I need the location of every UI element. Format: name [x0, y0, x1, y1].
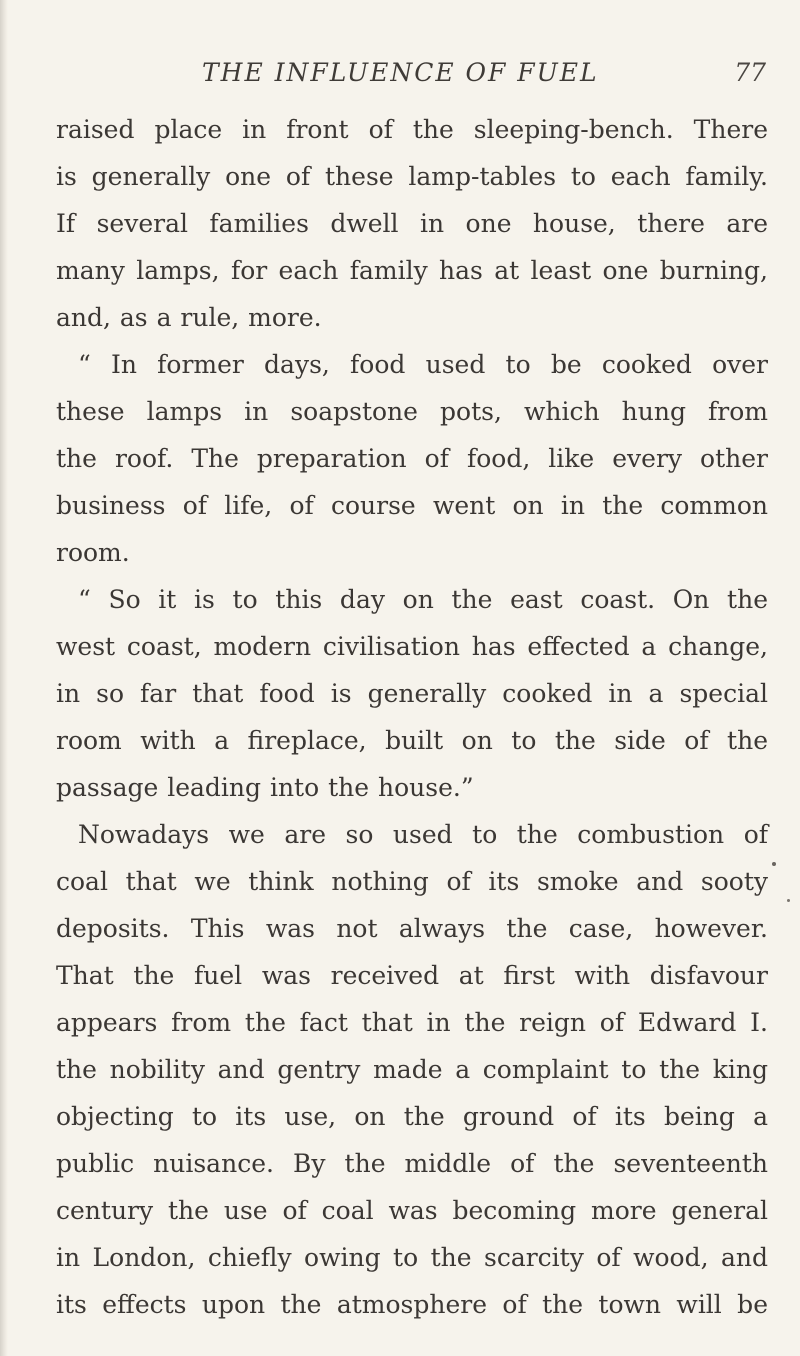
page-number: 77 [734, 58, 766, 87]
text-line: Nowadays we are so used to the combustion of [78, 820, 768, 849]
running-head [56, 58, 768, 98]
text-line: coal that we think nothing of its smoke and sooty [56, 867, 768, 896]
text-line: these lamps in soapstone pots, which hung from [56, 397, 768, 426]
text-line: room. [56, 538, 130, 567]
ink-speck [772, 862, 776, 866]
text-line: in London, chiefly owing to the scarcity of wood, and [56, 1243, 768, 1272]
text-line: public nuisance. By the middle of the seventeenth [56, 1149, 768, 1178]
text-line: in so far that food is generally cooked in a special [56, 679, 768, 708]
text-line: century the use of coal was becoming more general [56, 1196, 768, 1225]
text-line: That the fuel was received at first with disfavour [56, 961, 768, 990]
text-line: objecting to its use, on the ground of its being a [56, 1102, 768, 1131]
text-line: its effects upon the atmosphere of the town will be [56, 1290, 768, 1319]
text-line: west coast, modern civilisation has effected a change, [56, 632, 768, 661]
text-line: the nobility and gentry made a complaint to the king [56, 1055, 768, 1084]
ink-speck [787, 899, 790, 902]
text-line: is generally one of these lamp-tables to each family. [56, 162, 768, 191]
text-line: If several families dwell in one house, there are [56, 209, 768, 238]
text-line: business of life, of course went on in the common [56, 491, 768, 520]
text-line: appears from the fact that in the reign of Edward I. [56, 1008, 768, 1037]
text-line: and, as a rule, more. [56, 303, 322, 332]
running-title: THE INFLUENCE OF FUEL [202, 58, 599, 87]
text-line: raised place in front of the sleeping-bench. There [56, 115, 768, 144]
text-line: “ In former days, food used to be cooked over [78, 350, 768, 379]
text-line: the roof. The preparation of food, like every other [56, 444, 768, 473]
text-line: passage leading into the house.” [56, 773, 474, 802]
body-text [56, 106, 768, 1328]
text-line: deposits. This was not always the case, however. [56, 914, 768, 943]
page-binding-edge [0, 0, 8, 1356]
book-page [56, 0, 768, 1356]
text-line: many lamps, for each family has at least one burning, [56, 256, 768, 285]
text-line: “ So it is to this day on the east coast. On the [78, 585, 768, 614]
text-line: room with a fireplace, built on to the side of the [56, 726, 768, 755]
